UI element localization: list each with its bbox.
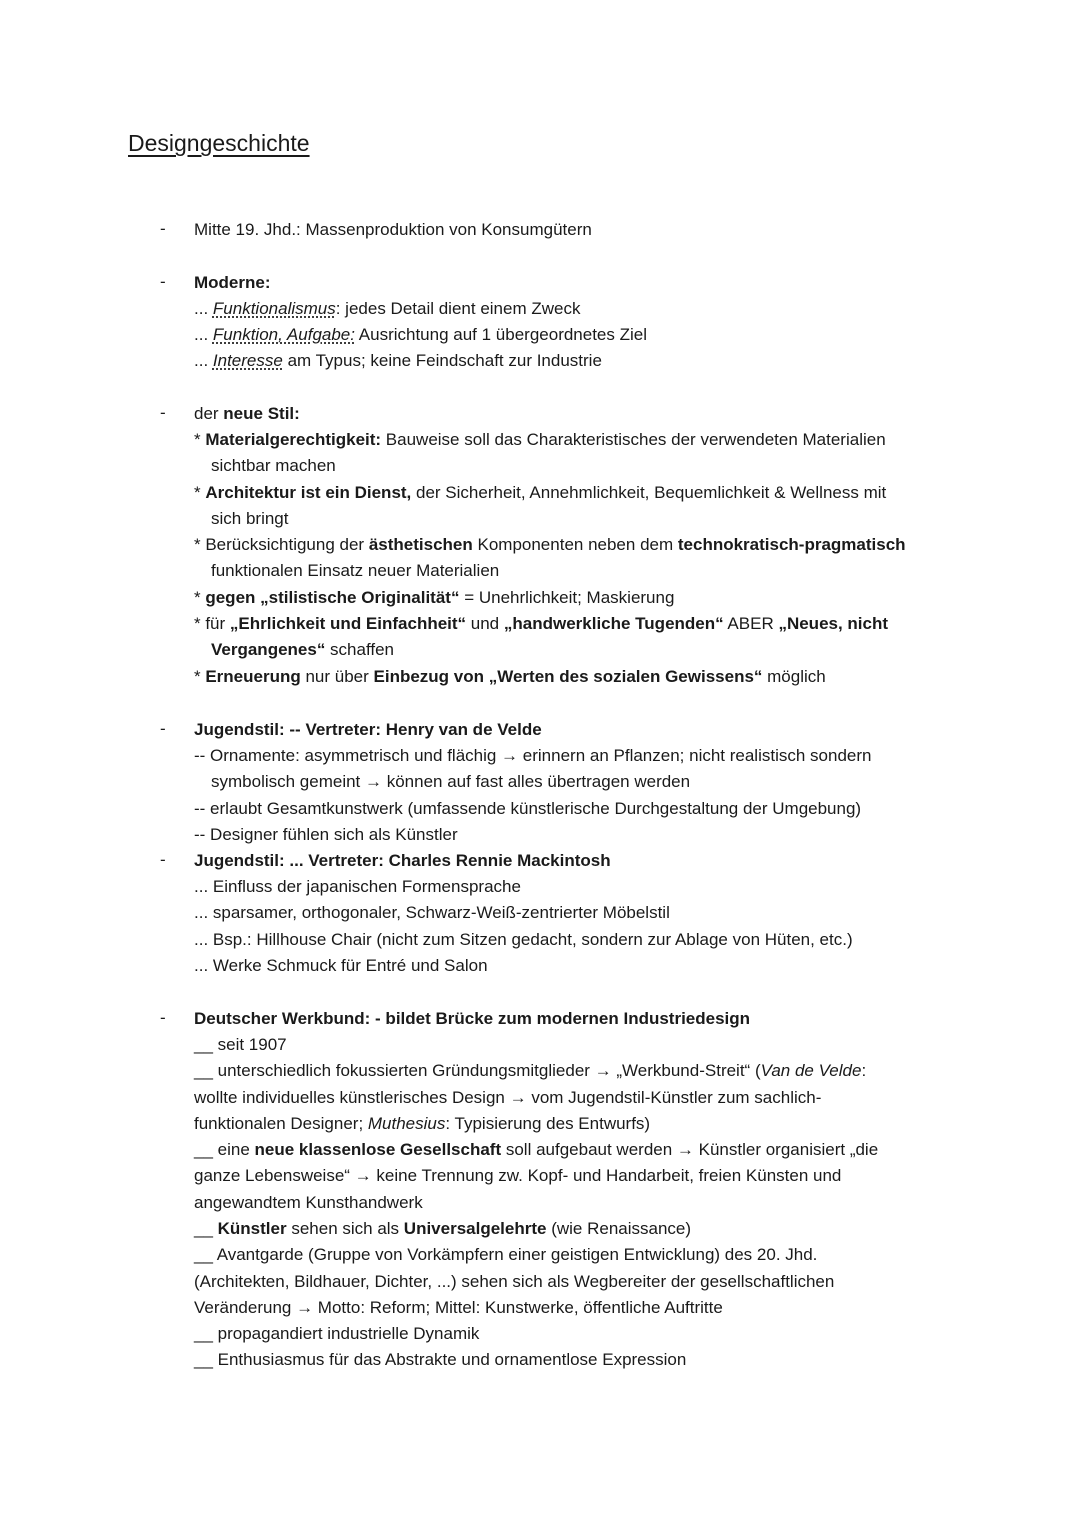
section-heading: Jugendstil: ... Vertreter: Charles Rennie Mackintosh bbox=[194, 851, 611, 870]
text-line: -- erlaubt Gesamtkunstwerk (umfassende künstlerische Durchgestaltung der Umgebung) bbox=[194, 799, 862, 818]
page-title: Designgeschichte bbox=[128, 130, 310, 156]
text-line: ... Werke Schmuck für Entré und Salon bbox=[194, 956, 488, 975]
text-line: * gegen „stilistische Originalität“ = Unehrlichkeit; Maskierung bbox=[194, 588, 675, 607]
text-line: wollte individuelles künstlerisches Design → vom Jugendstil-Künstler zum sachlich- bbox=[194, 1088, 822, 1107]
text-line: __ Künstler sehen sich als Universalgelehrte (wie Renaissance) bbox=[194, 1219, 692, 1238]
text-line: sichtbar machen bbox=[211, 456, 336, 475]
section-heading: Moderne: bbox=[194, 273, 271, 292]
bullet-dash: - bbox=[160, 403, 166, 422]
text-line: angewandtem Kunsthandwerk bbox=[194, 1193, 423, 1212]
text-line: __ propagandiert industrielle Dynamik bbox=[194, 1324, 480, 1343]
bullet-dash: - bbox=[160, 272, 166, 291]
text-line: ... Funktionalismus: jedes Detail dient einem Zweck bbox=[194, 299, 581, 318]
text-line: symbolisch gemeint → können auf fast alles übertragen werden bbox=[211, 772, 691, 791]
text-line: ... sparsamer, orthogonaler, Schwarz-Weiß-zentrierter Möbelstil bbox=[194, 903, 670, 922]
text-line: funktionalen Einsatz neuer Materialien bbox=[211, 561, 500, 580]
text-line: * für „Ehrlichkeit und Einfachheit“ und „handwerkliche Tugenden“ ABER „Neues, nicht bbox=[194, 614, 889, 633]
bullet-dash: - bbox=[160, 1008, 166, 1027]
text-line: Veränderung → Motto: Reform; Mittel: Kunstwerke, öffentliche Auftritte bbox=[194, 1298, 723, 1317]
text-line: sich bringt bbox=[211, 509, 289, 528]
text-line: ... Interesse am Typus; keine Feindschaft zur Industrie bbox=[194, 351, 602, 370]
text-line: __ seit 1907 bbox=[194, 1035, 287, 1054]
text-line: -- Ornamente: asymmetrisch und flächig → erinnern an Pflanzen; nicht realistisch sondern bbox=[194, 746, 872, 765]
bullet-dash: - bbox=[160, 719, 166, 738]
bullet-dash: - bbox=[160, 850, 166, 869]
section-heading: Jugendstil: -- Vertreter: Henry van de Velde bbox=[194, 720, 542, 739]
text-line: Vergangenes“ schaffen bbox=[211, 640, 395, 659]
text-line: ganze Lebensweise“ → keine Trennung zw. Kopf- und Handarbeit, freien Künsten und bbox=[194, 1166, 842, 1185]
text-line: ... Bsp.: Hillhouse Chair (nicht zum Sitzen gedacht, sondern zur Ablage von Hüten, etc.) bbox=[194, 930, 853, 949]
text-line: * Erneuerung nur über Einbezug von „Werten des sozialen Gewissens“ möglich bbox=[194, 667, 826, 686]
text-line: __ unterschiedlich fokussierten Gründungsmitglieder → „Werkbund-Streit“ (Van de Velde: bbox=[194, 1061, 867, 1080]
text-line: funktionalen Designer; Muthesius: Typisierung des Entwurfs) bbox=[194, 1114, 651, 1133]
text-line: (Architekten, Bildhauer, Dichter, ...) sehen sich als Wegbereiter der gesellschaftlichen bbox=[194, 1272, 835, 1291]
text-line: __ Enthusiasmus für das Abstrakte und ornamentlose Expression bbox=[194, 1350, 687, 1369]
section-heading: der neue Stil: bbox=[194, 404, 300, 423]
text-line: __ eine neue klassenlose Gesellschaft soll aufgebaut werden → Künstler organisiert „die bbox=[194, 1140, 879, 1159]
text-line: * Materialgerechtigkeit: Bauweise soll das Charakteristisches der verwendeten Materialien bbox=[194, 430, 886, 449]
text-line: * Berücksichtigung der ästhetischen Komponenten neben dem technokratisch-pragmatisch bbox=[194, 535, 906, 554]
text-line: * Architektur ist ein Dienst, der Sicherheit, Annehmlichkeit, Bequemlichkeit & Wellness mit bbox=[194, 483, 887, 502]
text-line: -- Designer fühlen sich als Künstler bbox=[194, 825, 458, 844]
text-line: __ Avantgarde (Gruppe von Vorkämpfern einer geistigen Entwicklung) des 20. Jhd. bbox=[194, 1245, 818, 1264]
text-line: ... Funktion, Aufgabe: Ausrichtung auf 1 übergeordnetes Ziel bbox=[194, 325, 648, 344]
text-line: ... Einfluss der japanischen Formensprache bbox=[194, 877, 521, 896]
section-heading: Deutscher Werkbund: - bildet Brücke zum modernen Industriedesign bbox=[194, 1009, 751, 1028]
text-line: Mitte 19. Jhd.: Massenproduktion von Konsumgütern bbox=[194, 220, 592, 239]
bullet-dash: - bbox=[160, 219, 166, 238]
